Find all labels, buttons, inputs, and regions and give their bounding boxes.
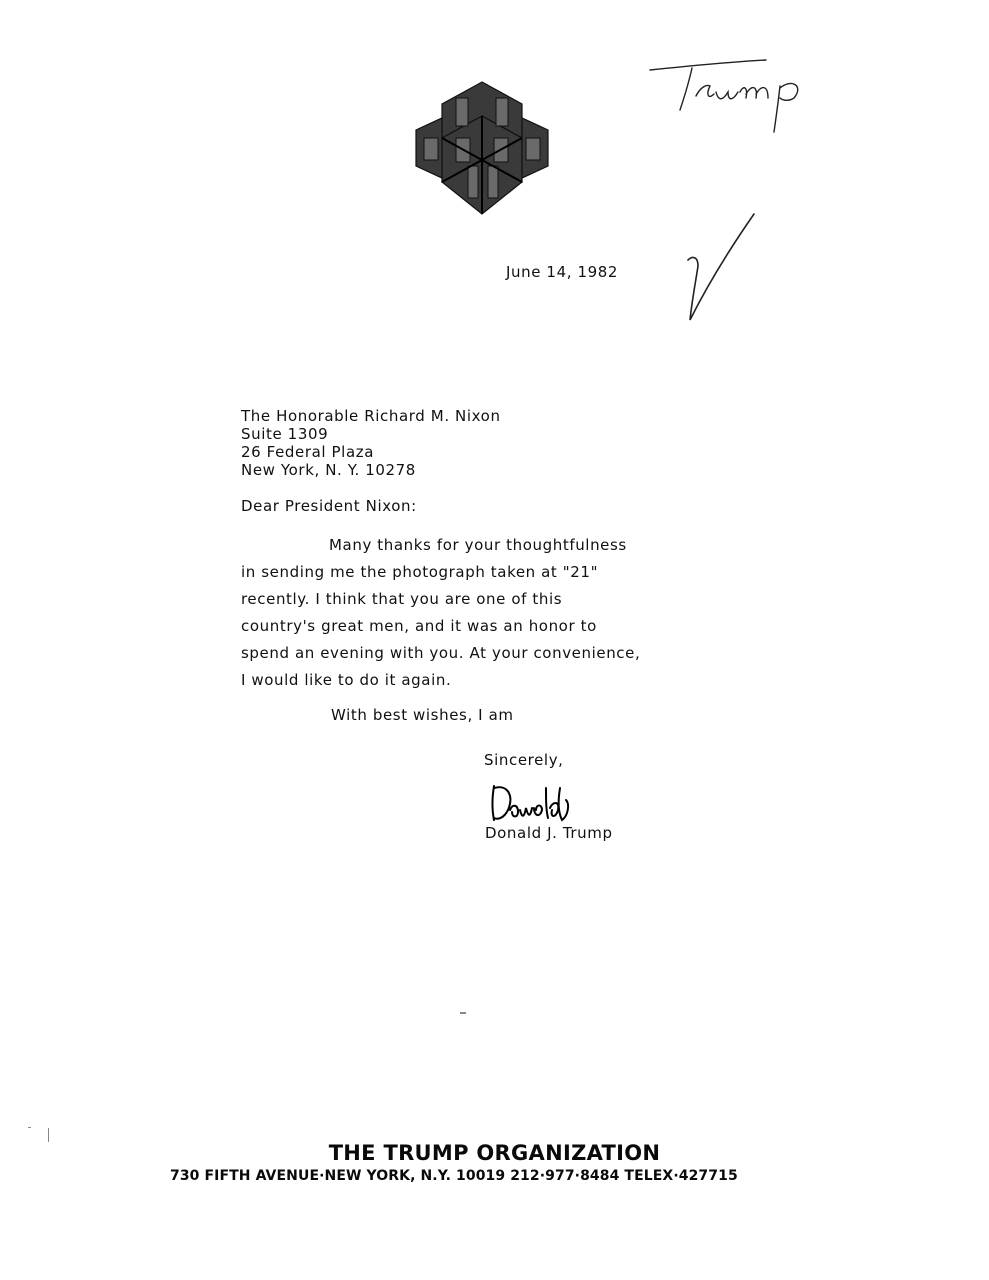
letter-date: June 14, 1982	[506, 263, 619, 281]
organization-address: 730 FIFTH AVENUE·NEW YORK, N.Y. 10019 212·977·8484 TELEX·427715	[170, 1168, 738, 1184]
body-line-4: country's great men, and it was an honor to	[241, 617, 597, 635]
recipient-line-1: The Honorable Richard M. Nixon	[241, 407, 501, 425]
closing-line: With best wishes, I am	[331, 706, 514, 724]
signature-donald	[488, 780, 576, 826]
body-line-1: Many thanks for your thoughtfulness	[329, 536, 627, 554]
scan-speck	[48, 1128, 49, 1142]
handwritten-check-mark	[682, 210, 762, 328]
scan-speck	[460, 1012, 466, 1014]
signer-name: Donald J. Trump	[485, 824, 613, 842]
recipient-line-4: New York, N. Y. 10278	[241, 461, 416, 479]
scan-speck	[28, 1127, 31, 1128]
body-line-3: recently. I think that you are one of this	[241, 590, 563, 608]
recipient-line-3: 26 Federal Plaza	[241, 443, 375, 461]
trump-organization-logo	[412, 78, 552, 218]
salutation: Dear President Nixon:	[241, 497, 417, 515]
body-line-5: spend an evening with you. At your convenience,	[241, 644, 641, 662]
recipient-line-2: Suite 1309	[241, 425, 329, 443]
body-line-2: in sending me the photograph taken at "21"	[241, 563, 599, 581]
handwritten-trump-note	[648, 48, 838, 138]
body-line-6: I would like to do it again.	[241, 671, 452, 689]
organization-name: THE TRUMP ORGANIZATION	[328, 1141, 661, 1165]
signoff: Sincerely,	[484, 751, 564, 769]
